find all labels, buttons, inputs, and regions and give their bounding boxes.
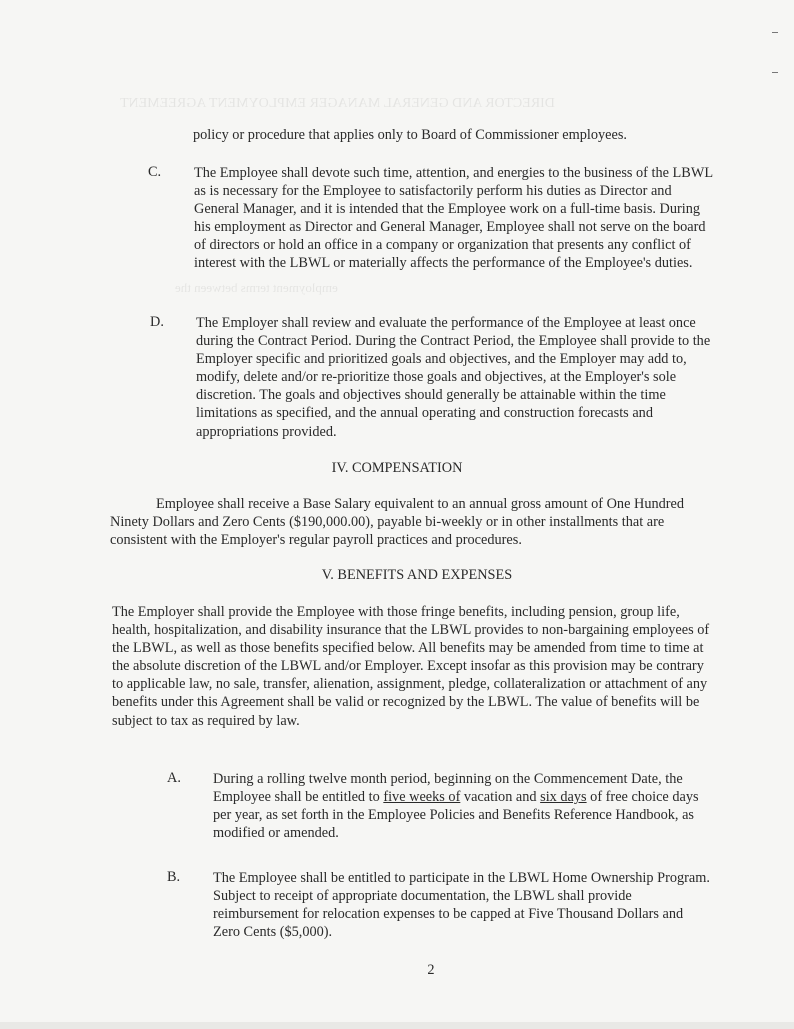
item-a-text-part: vacation and (460, 789, 541, 806)
item-a-text-part: During a rolling twelve month period, beginning on the Commencement Date, the Employee shall be entitled to (213, 771, 683, 806)
item-d-label: D. (150, 314, 164, 330)
intro-line: policy or procedure that applies only to Board of Commissioner employees. (193, 127, 627, 143)
edge-mark (772, 72, 778, 73)
item-c-label: C. (148, 164, 162, 180)
bleed-through-text: employment terms between the (175, 280, 338, 295)
item-a-underlined-vacation: five weeks of (383, 789, 461, 806)
bleed-through-text: DIRECTOR AND GENERAL MANAGER EMPLOYMENT AGREEMENT (120, 96, 555, 111)
item-b-text: The Employee shall be entitled to participate in the LBWL Home Ownership Program. Subject to receipt of appropriate documentation, the LBWL shall provide reimbursement for relocation expenses to be capped at Five Thousand Dollars and Zero Cents ($5,000). (213, 870, 710, 941)
item-a-text-part: of free choice days per year, as set forth in the Employee Policies and Benefits Reference Handbook, as modified or amended. (213, 789, 699, 842)
item-a-underlined-days: six days (540, 789, 587, 806)
edge-mark (772, 32, 778, 33)
scan-bottom-edge (0, 1022, 794, 1029)
page-number: 2 (427, 962, 435, 978)
item-a-text (213, 770, 717, 842)
item-b-label: B. (167, 869, 181, 885)
section-iv-text: Employee shall receive a Base Salary equivalent to an annual gross amount of One Hundred Ninety Dollars and Zero Cents ($190,000.00), payable bi-weekly or in other installments that are consistent with the Employer's regular payroll practices and procedures. (110, 496, 685, 549)
item-d-text: The Employer shall review and evaluate the performance of the Employee at least once during the Contract Period. During the Contract Period, the Employee shall provide to the Employer specific and prioritized goals and objectives, and the Employer may add to, modify, delete and/or re-prioritize those goals and objectives, at the Employer's sole discretion. The goals and objectives should generally be attainable within the time limitations as specified, and the annual operating and construction forecasts and appropriations provided. (196, 315, 711, 440)
item-c-text: The Employee shall devote such time, attention, and energies to the business of the LBWL as is necessary for the Employee to satisfactorily perform his duties as Director and General Manager, and it is intended that the Employee work on a full-time basis. During his employment as Director and General Manager, Employee shall not serve on the board of directors or hold an office in a company or organization that presents any conflict of interest with the LBWL or materially affects the performance of the Employee's duties. (194, 165, 713, 272)
section-iv-heading: IV. COMPENSATION (331, 460, 463, 476)
item-a-label: A. (167, 770, 181, 786)
section-v-text: The Employer shall provide the Employee with those fringe benefits, including pension, group life, health, hospitalization, and disability insurance that the LBWL provides to non-bargaining employees of the LBWL, as well as those benefits specified below. All benefits may be amended from time to time at the absolute discretion of the LBWL and/or Employer. Except insofar as this provision may be contrary to applicable law, no sale, transfer, alienation, assignment, pledge, collateralization or attachment of any benefits under this Agreement shall be valid or recognized by the LBWL. The value of benefits will be subject to tax as required by law. (112, 604, 710, 729)
section-v-heading: V. BENEFITS AND EXPENSES (321, 567, 513, 583)
